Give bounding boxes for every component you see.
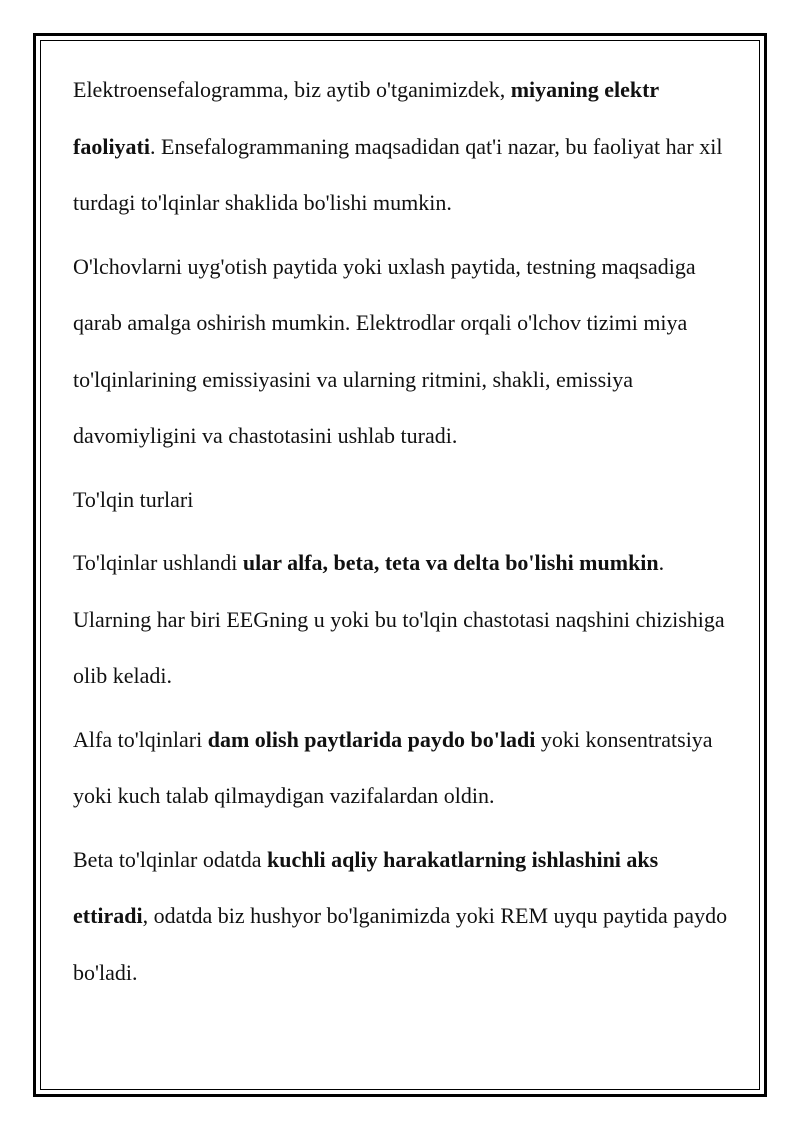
section-heading-wave-types (73, 472, 733, 529)
text-segment: , odatda biz hushyor bo'lganimizda yoki REM uyqu paytida paydo bo'ladi. (73, 903, 728, 985)
bold-text-segment: kuchli aqliy harakatlarning ishlashini aks ettiradi (73, 846, 659, 928)
document-body (73, 62, 733, 1001)
text-segment: To'lqin turlari (73, 486, 194, 512)
bold-text-segment: miyaning elektr faoliyati (73, 77, 659, 159)
text-segment: Alfa to'lqinlari (73, 726, 208, 752)
paragraph-beta-waves (73, 832, 733, 1002)
paragraph-wave-kinds (73, 535, 733, 705)
text-segment: O'lchovlarni uyg'otish paytida yoki uxlash paytida, testning maqsadiga qarab amalga oshirish mumkin. Elektrodlar orqali o'lchov tizimi miya to'lqinlarining emissiyasini va ularning ritmini, shakli, emissiya davomiyligini va chastotasini ushlab turadi. (73, 253, 696, 448)
text-segment: Beta to'lqinlar odatda (73, 846, 267, 872)
paragraph-intro (73, 62, 733, 232)
text-segment: Elektroensefalogramma, biz aytib o'tganimizdek, (73, 77, 511, 102)
text-segment: . Ularning har biri EEGning u yoki bu to'lqin chastotasi naqshini chizishiga olib keladi. (73, 550, 725, 688)
text-segment: To'lqinlar ushlandi (73, 550, 243, 575)
text-segment: . Ensefalogrammaning maqsadidan qat'i nazar, bu faoliyat har xil turdagi to'lqinlar shaklida bo'lishi mumkin. (73, 133, 723, 215)
bold-text-segment: ular alfa, beta, teta va delta bo'lishi mumkin (242, 550, 659, 575)
text-segment: yoki konsentratsiya yoki kuch talab qilmaydigan vazifalardan oldin. (73, 726, 713, 808)
bold-text-segment: dam olish paytlarida paydo bo'ladi (207, 726, 536, 752)
paragraph-alpha-waves (73, 712, 733, 825)
paragraph-measurement (73, 239, 733, 465)
